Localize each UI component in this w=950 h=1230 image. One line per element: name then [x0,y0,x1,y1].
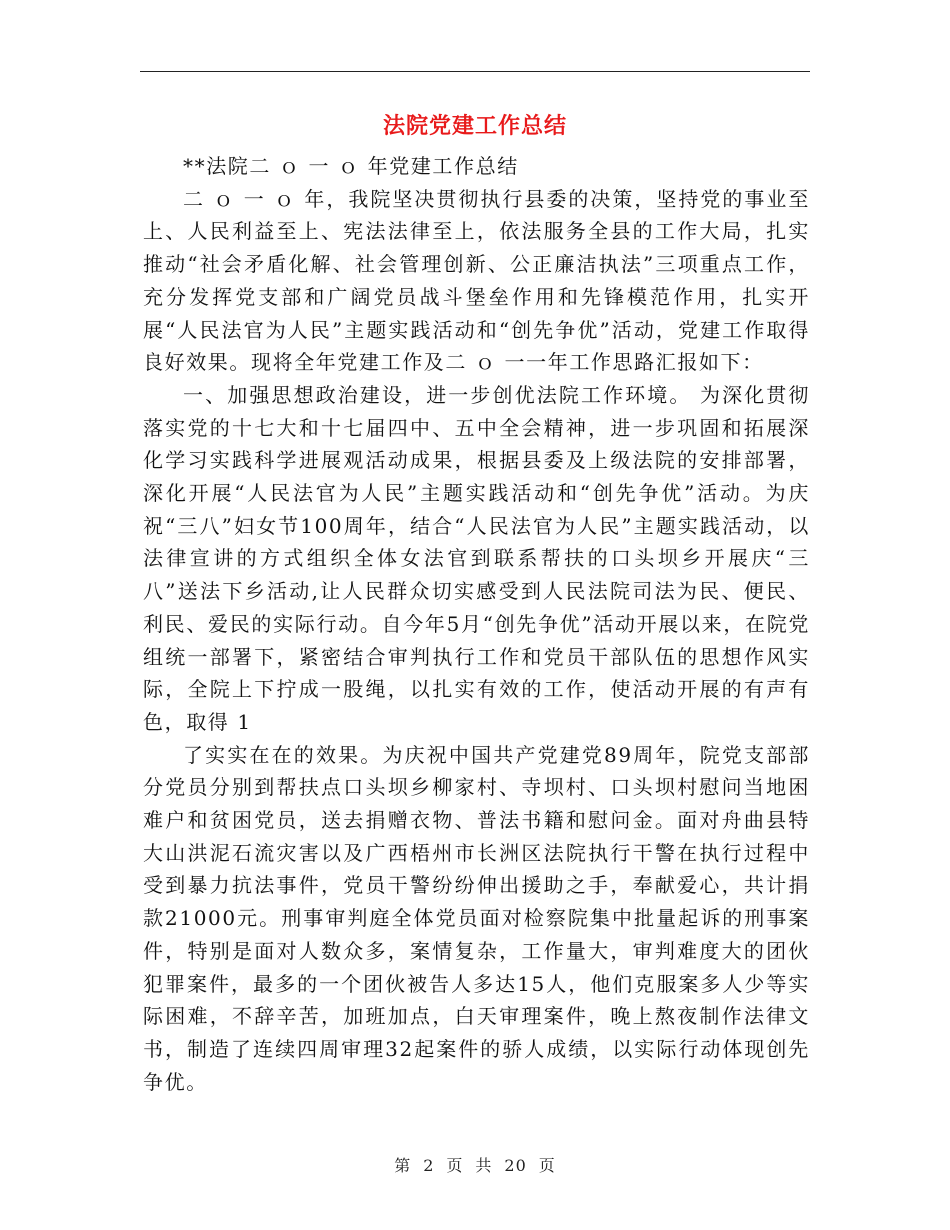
document-body [143,150,810,1098]
footer-prefix: 第 [394,1156,412,1175]
paragraph-intro: 二 ｏ 一 ｏ 年，我院坚决贯彻执行县委的决策，坚持党的事业至上、人民利益至上、宪法法律至上，依法服务全县的工作大局，扎实推动“社会矛盾化解、社会管理创新、公正廉洁执法”三项重点工作，充分发挥党支部和广阔党员战斗堡垒作用和先锋模范作用，扎实开展“人民法官为人民”主题实践活动和“创先争优”活动，党建工作取得良好效果。现将全年党建工作及二 ｏ 一一年工作思路汇报如下： [143,186,810,375]
footer-page-word: 页 [446,1156,464,1175]
footer-suffix: 页 [538,1156,556,1175]
header-rule [140,71,810,72]
footer-total-word: 共 [475,1156,493,1175]
paragraph-subtitle: **法院二 ｏ 一 ｏ 年党建工作总结 [183,154,519,178]
paragraph-section-one: 一、加强思想政治建设，进一步创优法院工作环境。 为深化贯彻落实党的十七大和十七届四中、五中全会精神，进一步巩固和拓展深化学习实践科学进展观活动成果，根据县委及上级法院的安排部署，深化开展“人民法官为人民”主题实践活动和“创先争优”活动。为庆祝“三八”妇女节100周年，结合“人民法官为人民”主题实践活动，以法律宣讲的方式组织全体女法官到联系帮扶的口头坝乡开展庆“三八”送法下乡活动,让人民群众切实感受到人民法院司法为民、便民、利民、爱民的实际行动。自今年5月“创先争优”活动开展以来，在院党组统一部署下，紧密结合审判执行工作和党员干部队伍的思想作风实际，全院上下拧成一股绳，以扎实有效的工作，使活动开展的有声有色，取得 1 [143,382,810,734]
footer-current-page: 2 [423,1156,435,1175]
paragraph-continuation: 了实实在在的效果。为庆祝中国共产党建党89周年，院党支部部分党员分别到帮扶点口头坝乡柳家村、寺坝村、口头坝村慰问当地困难户和贫困党员，送去捐赠衣物、普法书籍和慰问金。面对舟曲县特大山洪泥石流灾害以及广西梧州市长洲区法院执行干警在执行过程中受到暴力抗法事件，党员干警纷纷伸出援助之手，奉献爱心，共计捐款21000元。刑事审判庭全体党员面对检察院集中批量起诉的刑事案件，特别是面对人数众多，案情复杂，工作量大，审判难度大的团伙犯罪案件，最多的一个团伙被告人多达15人，他们克服案多人少等实际困难，不辞辛苦，加班加点，白天审理案件，晚上熬夜制作法律文书，制造了连续四周审理32起案件的骄人成绩，以实际行动体现创先争优。 [143,742,810,1094]
footer-total-pages: 20 [504,1156,527,1175]
page-footer [0,1155,950,1177]
document-title: 法院党建工作总结 [382,113,567,139]
